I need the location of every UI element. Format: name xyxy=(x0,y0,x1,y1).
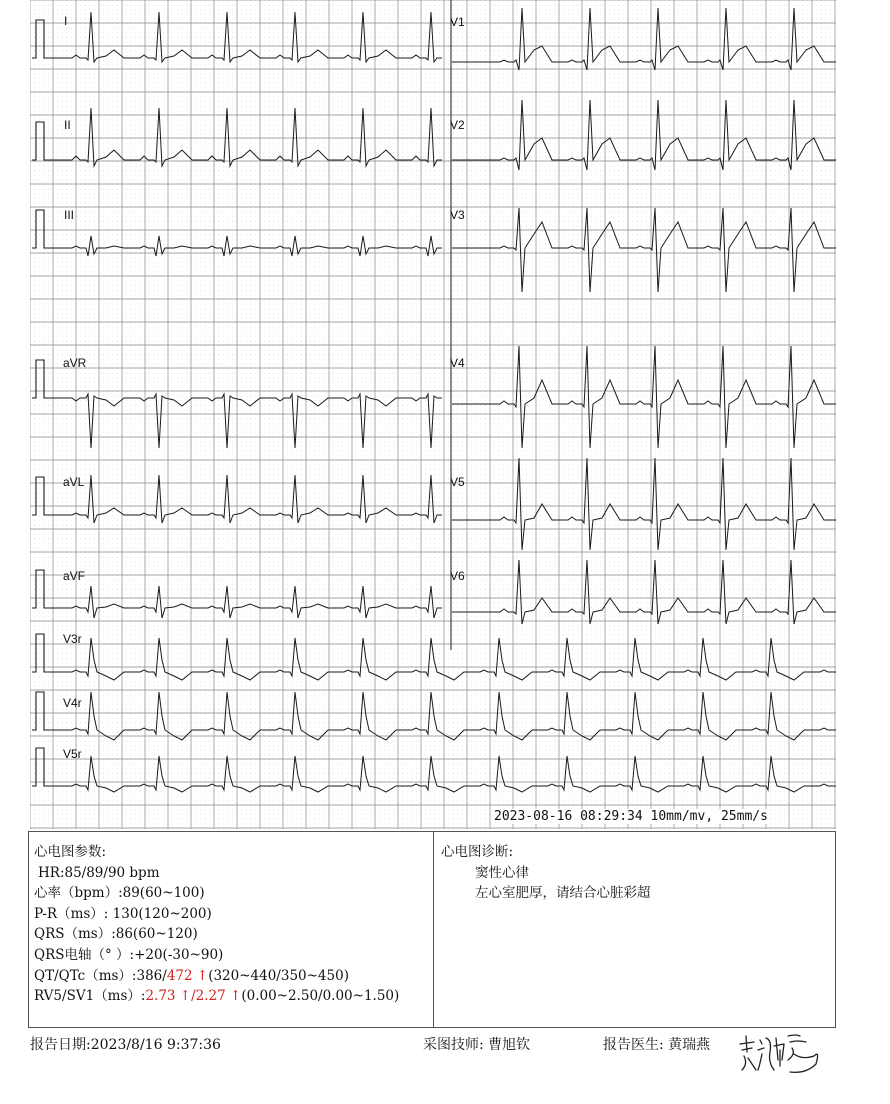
param-qrs: QRS（ms）:86(60~120) xyxy=(34,926,198,943)
lead-label-v5r: V5r xyxy=(63,747,82,761)
diagnosis-item: 窦性心律 xyxy=(475,864,529,881)
qt-prefix: QT/QTc（ms）:386/ xyxy=(34,967,167,984)
qtc-abnormal-value: 472 ↑ xyxy=(166,967,209,984)
lead-label-v1: V1 xyxy=(450,15,465,29)
technician: 采图技师: 曹旭钦 xyxy=(423,1037,531,1053)
recording-timestamp: 2023-08-16 08:29:34 10mm/mv, 25mm/s xyxy=(494,809,768,824)
lead-label-iii: III xyxy=(64,208,75,222)
lead-label-avr: aVR xyxy=(63,356,87,370)
lead-label-avf: aVF xyxy=(63,569,86,583)
ecg-parameters xyxy=(34,842,399,1007)
rv-suffix: (0.00~2.50/0.00~1.50) xyxy=(241,988,400,1005)
lead-label-v4r: V4r xyxy=(63,696,82,710)
ecg-tracing-area xyxy=(30,0,836,829)
param-hr: HR:85/89/90 bpm xyxy=(38,864,160,881)
doctor-signature xyxy=(736,1030,822,1078)
param-rv5-sv1 xyxy=(34,986,399,1007)
param-qt-qtc xyxy=(34,966,399,987)
report-date: 报告日期:2023/8/16 9:37:36 xyxy=(30,1037,221,1053)
lead-label-ii: II xyxy=(64,118,71,132)
diagnosis-item: 左心室肥厚，请结合心脏彩超 xyxy=(475,885,651,902)
lead-label-v2: V2 xyxy=(450,118,465,132)
lead-label-avl: aVL xyxy=(63,475,85,489)
param-qrs-axis: QRS电轴（° ）:+20(-30~90) xyxy=(34,946,224,963)
lead-label-v6: V6 xyxy=(450,569,465,583)
reporting-doctor: 报告医生: 黄瑞燕 xyxy=(603,1037,711,1053)
qt-suffix: (320~440/350~450) xyxy=(208,967,349,984)
ecg-grid xyxy=(30,0,836,829)
param-pr: P-R（ms）: 130(120~200) xyxy=(34,905,212,922)
sv1-abnormal-value: 2.27 ↑ xyxy=(195,988,242,1005)
diagnosis-title: 心电图诊断: xyxy=(441,844,514,860)
lead-label-v3: V3 xyxy=(450,208,465,222)
panel-divider xyxy=(433,831,434,1028)
rv-prefix: RV5/SV1（ms）: xyxy=(34,988,146,1005)
lead-label-v4: V4 xyxy=(450,356,465,370)
lead-label-v3r: V3r xyxy=(63,632,82,646)
rv5-abnormal-value: 2.73 ↑ xyxy=(145,988,192,1005)
lead-label-v5: V5 xyxy=(450,475,465,489)
rv-separator: / xyxy=(191,988,196,1005)
ecg-diagnosis xyxy=(441,842,651,904)
params-title: 心电图参数: xyxy=(34,844,107,860)
param-heart-rate: 心率（bpm）:89(60~100) xyxy=(34,885,205,902)
lead-label-i: I xyxy=(64,14,68,28)
